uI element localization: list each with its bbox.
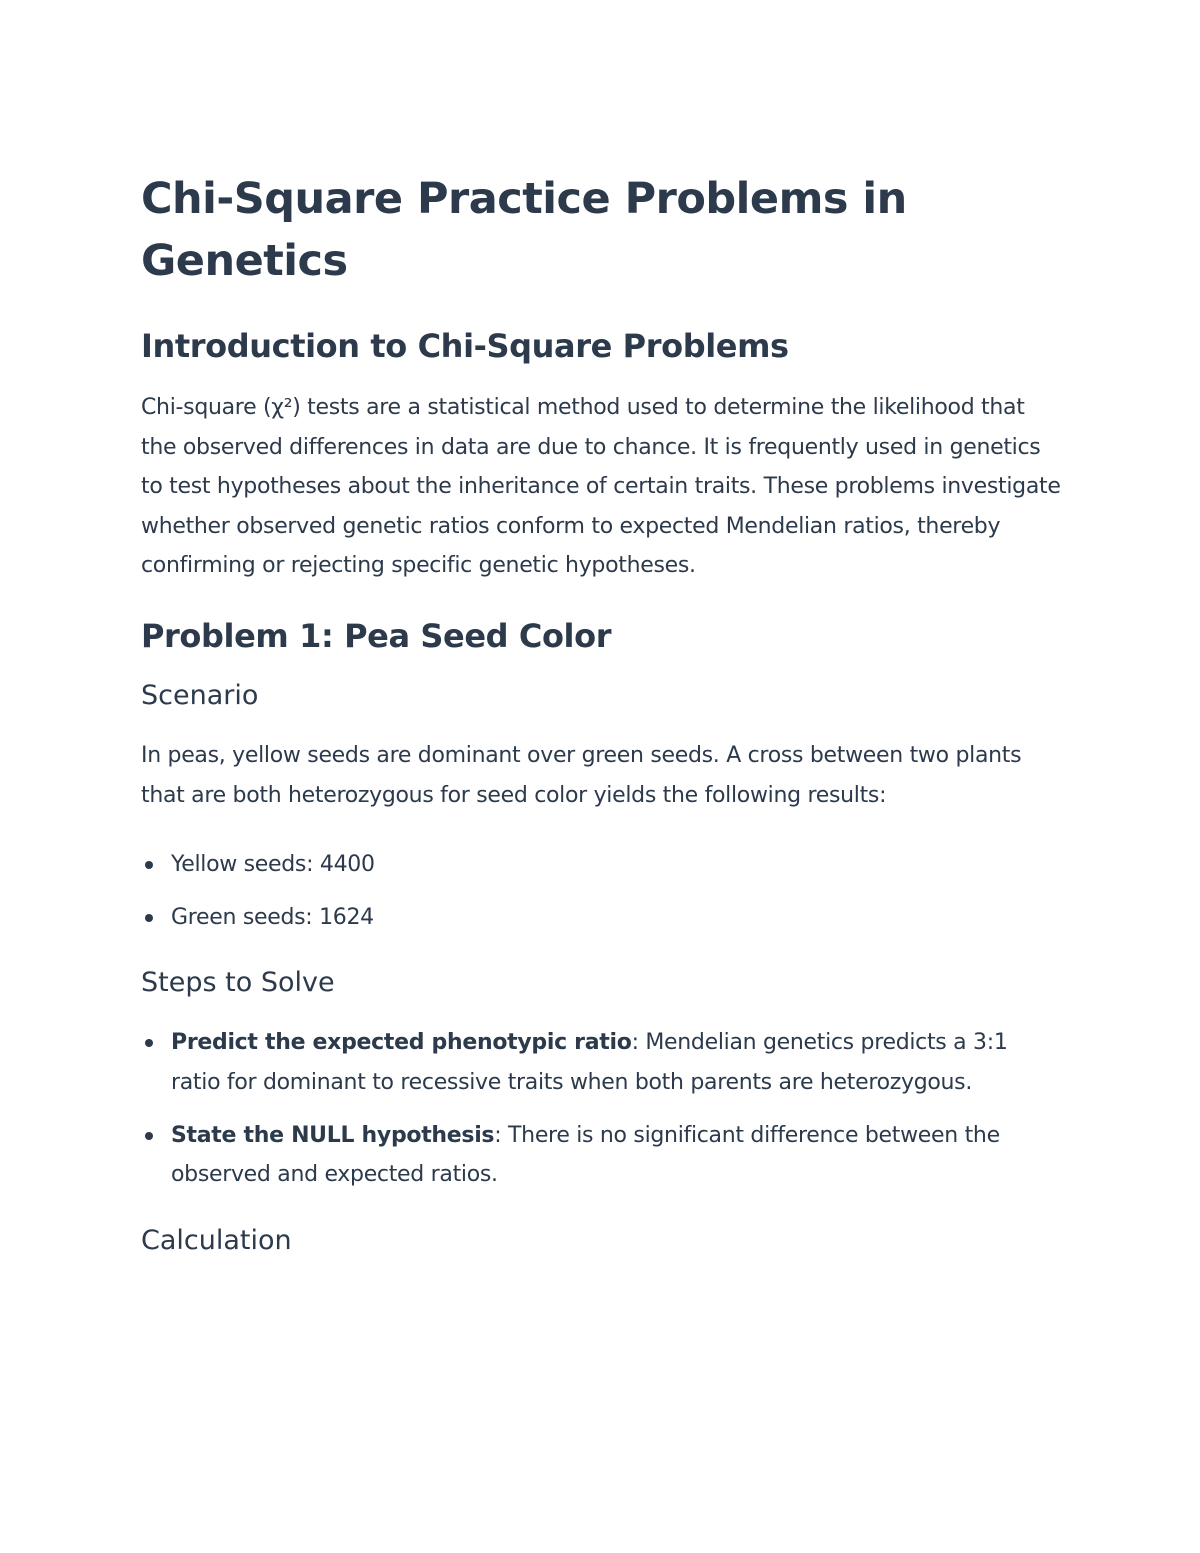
calculation-heading: Calculation	[141, 1224, 292, 1256]
step-null-hypothesis	[141, 1116, 1061, 1195]
step-predict-ratio-label: Predict the expected phenotypic ratio	[171, 1030, 632, 1056]
list-item-green-seeds: Green seeds: 1624	[141, 898, 1061, 938]
steps-heading: Steps to Solve	[141, 967, 335, 999]
step-predict-ratio-text: : Mendelian genetics predicts a 3:1 ratio for dominant to recessive traits when both parents are heterozygous.	[171, 1030, 1008, 1095]
page-title: Chi-Square Practice Problems in Genetics	[141, 174, 907, 286]
scenario-paragraph: In peas, yellow seeds are dominant over green seeds. A cross between two plants that are both heterozygous for seed color yields the following results:	[141, 742, 1022, 808]
step-null-hypothesis-text: : There is no significant difference between the observed and expected ratios.	[171, 1122, 1000, 1188]
list-item-yellow-seeds: Yellow seeds: 4400	[141, 845, 1061, 885]
step-null-hypothesis-label: State the NULL hypothesis	[171, 1122, 495, 1148]
steps-list	[141, 1023, 1061, 1194]
intro-paragraph: Chi-square (χ²) tests are a statistical method used to determine the likelihood that the observed differences in data are due to chance. It is frequently used in genetics to test hypotheses about the inheritance of certain traits. These problems investigate whether observed genetic ratios conform to expected Mendelian ratios, thereby confirming or rejecting specific genetic hypotheses.	[141, 395, 1061, 579]
problem-1-heading: Problem 1: Pea Seed Color	[141, 616, 612, 655]
step-predict-ratio	[141, 1023, 1061, 1102]
intro-heading: Introduction to Chi-Square Problems	[141, 327, 789, 365]
scenario-heading: Scenario	[141, 679, 259, 711]
results-list	[141, 845, 1061, 937]
document-page	[141, 168, 1061, 1281]
